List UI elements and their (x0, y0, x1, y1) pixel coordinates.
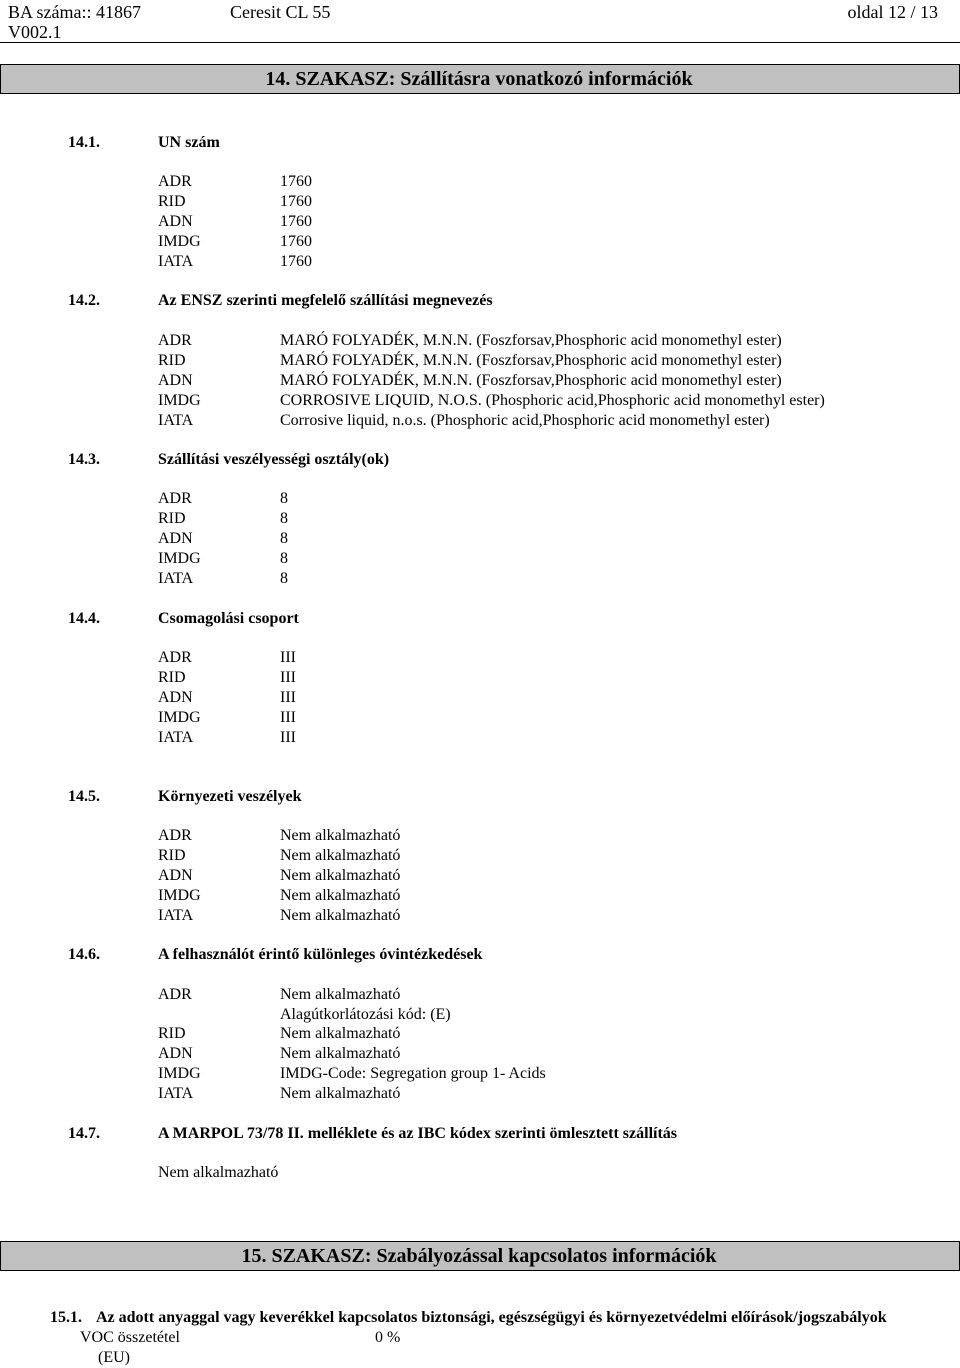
s14-1-mode: ADN (158, 213, 193, 230)
s14-3-value: 8 (280, 510, 288, 527)
s14-3-mode: RID (158, 510, 186, 527)
s14-3-mode: ADR (158, 490, 192, 507)
s14-1-heading: UN szám (158, 134, 220, 151)
s14-2-heading: Az ENSZ szerinti megfelelő szállítási megnevezés (158, 292, 493, 309)
s14-6-mode: IATA (158, 1085, 194, 1102)
voc-sub: (EU) (98, 1349, 130, 1366)
s14-6-heading: A felhasználót érintő különleges óvintézkedések (158, 946, 483, 963)
s14-2-mode: IMDG (158, 392, 201, 409)
section-14-title: 14. SZAKASZ: Szállításra vonatkozó információk (265, 68, 693, 90)
s14-2-mode: IATA (158, 412, 194, 429)
s14-6-mode: IMDG (158, 1065, 201, 1082)
s14-4-value: III (280, 649, 296, 666)
s14-6-mode: RID (158, 1025, 186, 1042)
s14-5-value: Nem alkalmazható (280, 827, 401, 844)
s14-4-mode: ADR (158, 649, 192, 666)
voc-value: 0 % (375, 1329, 401, 1346)
s14-4-number: 14.4. (68, 610, 100, 627)
s14-3-mode: IATA (158, 570, 194, 587)
s14-5-mode: IATA (158, 907, 194, 924)
s14-6-value: Alagútkorlátozási kód: (E) (280, 1006, 451, 1023)
s14-5-mode: RID (158, 847, 186, 864)
s14-3-number: 14.3. (68, 451, 100, 468)
s14-2-mode: ADN (158, 372, 193, 389)
s14-6-value: IMDG-Code: Segregation group 1- Acids (280, 1065, 546, 1082)
header-doc-number: BA száma:: 41867 (8, 2, 141, 22)
s14-3-value: 8 (280, 530, 288, 547)
s14-6-value: Nem alkalmazható (280, 1085, 401, 1102)
s15-1-number: 15.1. (50, 1309, 82, 1326)
s14-4-mode: ADN (158, 689, 193, 706)
s14-3-heading: Szállítási veszélyességi osztály(ok) (158, 451, 390, 468)
s14-6-mode: ADR (158, 986, 192, 1003)
s14-7-heading: A MARPOL 73/78 II. melléklete és az IBC kódex szerinti ömlesztett szállítás (158, 1125, 678, 1142)
s14-1-value: 1760 (280, 193, 312, 210)
voc-label: VOC összetétel (80, 1329, 180, 1346)
header-version: V002.1 (8, 22, 62, 42)
s14-4-mode: IMDG (158, 709, 201, 726)
s14-5-number: 14.5. (68, 788, 100, 805)
s14-5-value: Nem alkalmazható (280, 887, 401, 904)
s14-2-value: MARÓ FOLYADÉK, M.N.N. (Foszforsav,Phosphoric acid monomethyl ester) (280, 372, 782, 389)
s14-3-mode: IMDG (158, 550, 201, 567)
s14-4-mode: RID (158, 669, 186, 686)
s14-3-value: 8 (280, 490, 288, 507)
s14-1-mode: IATA (158, 253, 194, 270)
s14-6-value: Nem alkalmazható (280, 1025, 401, 1042)
s14-1-mode: ADR (158, 173, 192, 190)
header-page: oldal 12 / 13 (847, 2, 938, 22)
s14-4-heading: Csomagolási csoport (158, 610, 299, 627)
header-rule (0, 42, 960, 43)
s14-1-mode: RID (158, 193, 186, 210)
s14-1-value: 1760 (280, 173, 312, 190)
s14-4-mode: IATA (158, 729, 194, 746)
s14-2-number: 14.2. (68, 292, 100, 309)
s14-1-number: 14.1. (68, 134, 100, 151)
s14-1-value: 1760 (280, 213, 312, 230)
section-15-title: 15. SZAKASZ: Szabályozással kapcsolatos információk (241, 1245, 717, 1267)
s14-2-value: CORROSIVE LIQUID, N.O.S. (Phosphoric acid,Phosphoric acid monomethyl ester) (280, 392, 825, 409)
s14-7-value: Nem alkalmazható (158, 1164, 279, 1181)
s14-7-number: 14.7. (68, 1125, 100, 1142)
s14-2-mode: ADR (158, 332, 192, 349)
s14-3-value: 8 (280, 570, 288, 587)
s14-1-value: 1760 (280, 233, 312, 250)
s14-6-value: Nem alkalmazható (280, 1045, 401, 1062)
s14-2-value: MARÓ FOLYADÉK, M.N.N. (Foszforsav,Phosphoric acid monomethyl ester) (280, 352, 782, 369)
s14-5-value: Nem alkalmazható (280, 847, 401, 864)
s14-4-value: III (280, 729, 296, 746)
s14-6-mode: ADN (158, 1045, 193, 1062)
s14-6-number: 14.6. (68, 946, 100, 963)
s15-1-heading: Az adott anyaggal vagy keverékkel kapcsolatos biztonsági, egészségügyi és környezetvédelmi előírások/jogszabályok (96, 1309, 887, 1326)
s14-2-mode: RID (158, 352, 186, 369)
s14-5-mode: IMDG (158, 887, 201, 904)
s14-4-value: III (280, 669, 296, 686)
s14-4-value: III (280, 689, 296, 706)
s14-3-mode: ADN (158, 530, 193, 547)
s14-5-value: Nem alkalmazható (280, 907, 401, 924)
s14-3-value: 8 (280, 550, 288, 567)
s14-5-mode: ADN (158, 867, 193, 884)
s14-2-value: Corrosive liquid, n.o.s. (Phosphoric acid,Phosphoric acid monomethyl ester) (280, 412, 770, 429)
s14-6-value: Nem alkalmazható (280, 986, 401, 1003)
header-product: Ceresit CL 55 (230, 2, 331, 22)
s14-4-value: III (280, 709, 296, 726)
s14-1-mode: IMDG (158, 233, 201, 250)
s14-2-value: MARÓ FOLYADÉK, M.N.N. (Foszforsav,Phosphoric acid monomethyl ester) (280, 332, 782, 349)
s14-1-value: 1760 (280, 253, 312, 270)
s14-5-value: Nem alkalmazható (280, 867, 401, 884)
s14-5-mode: ADR (158, 827, 192, 844)
s14-5-heading: Környezeti veszélyek (158, 788, 302, 805)
